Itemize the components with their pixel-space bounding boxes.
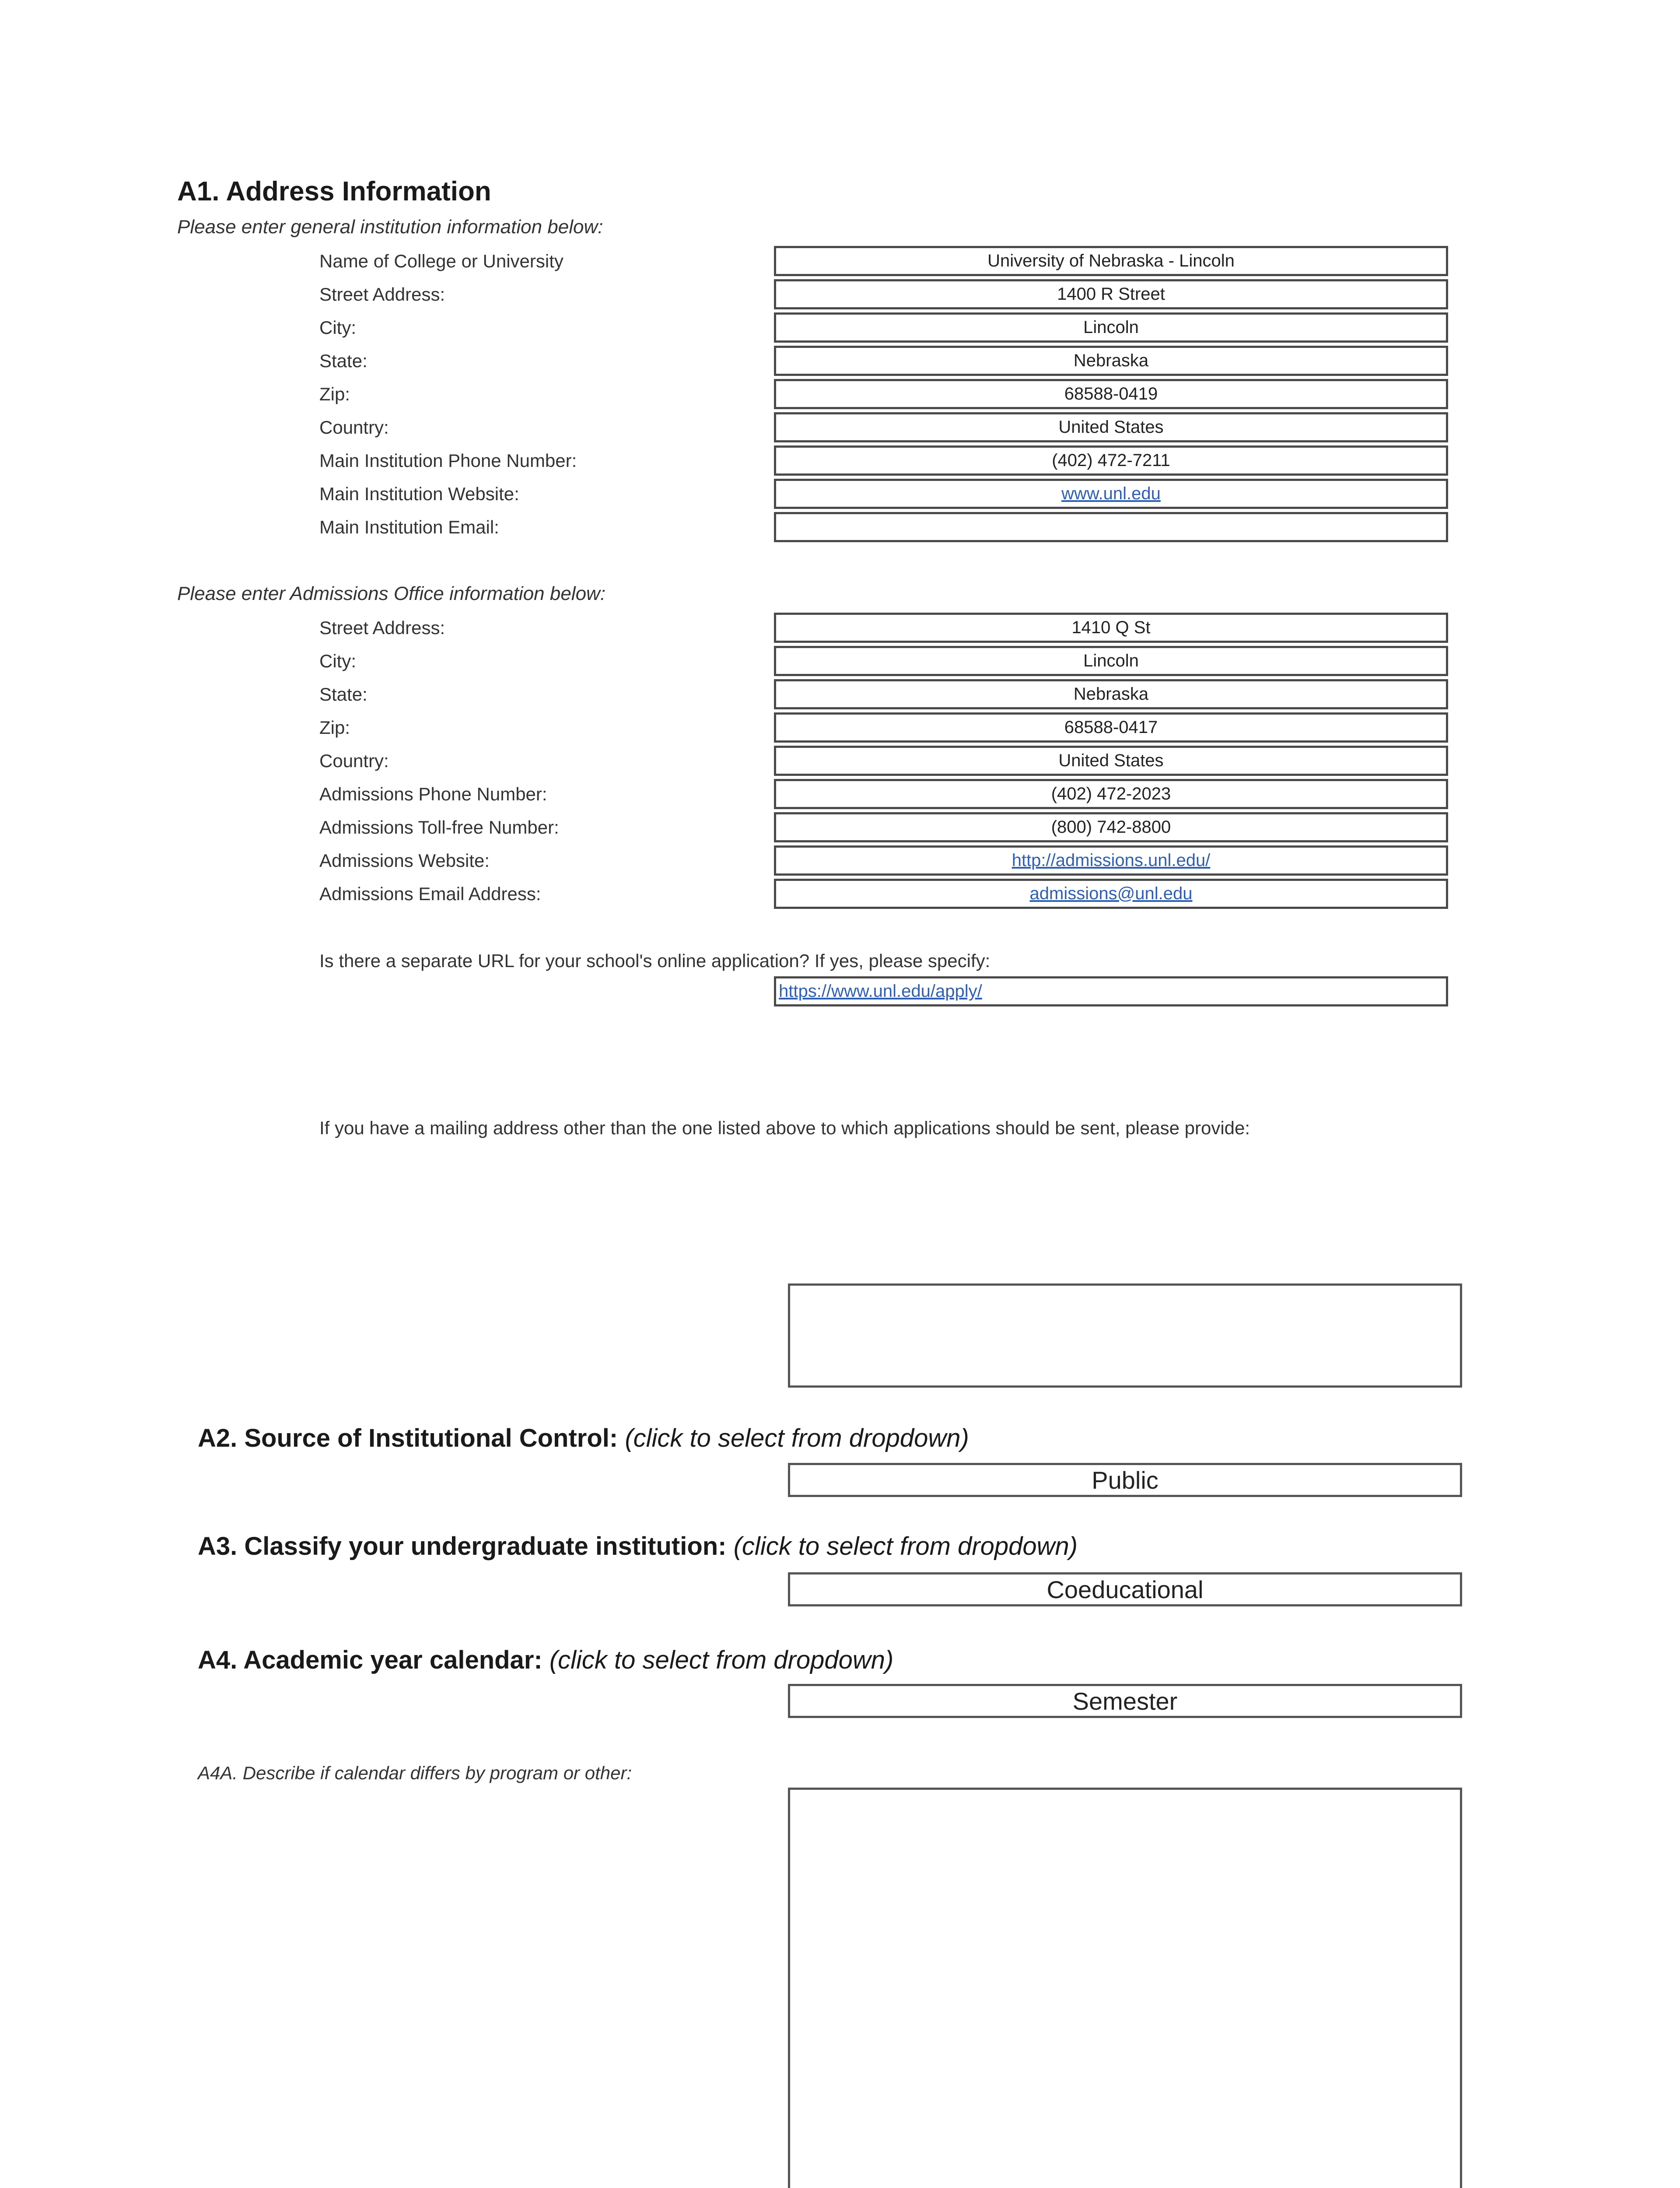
adm-street-field[interactable]: 1410 Q St bbox=[774, 613, 1448, 643]
mailing-address-question: If you have a mailing address other than the one listed above to which applications should be sent, please provide: bbox=[319, 1118, 1250, 1138]
online-app-url-link[interactable]: https://www.unl.edu/apply/ bbox=[774, 976, 1448, 1006]
row-label: Street Address: bbox=[319, 617, 445, 638]
row-label: Admissions Website: bbox=[319, 850, 490, 871]
row-label: City: bbox=[319, 651, 356, 671]
calendar-description-field[interactable] bbox=[788, 1788, 1462, 2188]
row-label: Zip: bbox=[319, 384, 350, 404]
admissions-info-intro: Please enter Admissions Office information below: bbox=[177, 583, 606, 604]
a3-hint: (click to select from dropdown) bbox=[733, 1532, 1078, 1560]
row-label: City: bbox=[319, 317, 356, 338]
row-label: State: bbox=[319, 351, 368, 371]
row-label: Country: bbox=[319, 750, 389, 771]
a2-hint: (click to select from dropdown) bbox=[625, 1424, 969, 1452]
city-field[interactable]: Lincoln bbox=[774, 312, 1448, 343]
adm-tollfree-field[interactable]: (800) 742-8800 bbox=[774, 812, 1448, 842]
country-field[interactable]: United States bbox=[774, 412, 1448, 442]
row-label: State: bbox=[319, 684, 368, 705]
row-label: Admissions Phone Number: bbox=[319, 784, 547, 804]
section-a2-heading bbox=[198, 1424, 969, 1453]
a4-hint: (click to select from dropdown) bbox=[549, 1646, 894, 1674]
a3-label: A3. Classify your undergraduate institution: bbox=[198, 1532, 727, 1560]
row-label: Country: bbox=[319, 417, 389, 438]
state-field[interactable]: Nebraska bbox=[774, 346, 1448, 376]
section-a3-heading bbox=[198, 1532, 1078, 1561]
main-email-field[interactable] bbox=[774, 512, 1448, 542]
row-label: Street Address: bbox=[319, 284, 445, 305]
section-a4-heading bbox=[198, 1645, 893, 1675]
mailing-address-field[interactable] bbox=[788, 1283, 1462, 1388]
section-a1-heading: A1. Address Information bbox=[177, 176, 491, 207]
academic-calendar-dropdown[interactable]: Semester bbox=[788, 1684, 1462, 1718]
institutional-control-dropdown[interactable]: Public bbox=[788, 1463, 1462, 1497]
row-label: Admissions Toll-free Number: bbox=[319, 817, 559, 838]
row-label: Zip: bbox=[319, 717, 350, 738]
adm-email-link[interactable]: admissions@unl.edu bbox=[774, 879, 1448, 909]
a2-label: A2. Source of Institutional Control: bbox=[198, 1424, 618, 1452]
main-website-link[interactable]: www.unl.edu bbox=[774, 479, 1448, 509]
row-label: Main Institution Email: bbox=[319, 517, 499, 537]
street-address-field[interactable]: 1400 R Street bbox=[774, 279, 1448, 309]
a4-label: A4. Academic year calendar: bbox=[198, 1646, 542, 1674]
zip-field[interactable]: 68588-0419 bbox=[774, 379, 1448, 409]
adm-state-field[interactable]: Nebraska bbox=[774, 679, 1448, 709]
institution-classification-dropdown[interactable]: Coeducational bbox=[788, 1572, 1462, 1606]
online-app-question: Is there a separate URL for your school's online application? If yes, please specify: bbox=[319, 950, 990, 971]
main-phone-field[interactable]: (402) 472-7211 bbox=[774, 445, 1448, 476]
general-info-intro: Please enter general institution information below: bbox=[177, 216, 603, 238]
a4a-label: A4A. Describe if calendar differs by program or other: bbox=[198, 1763, 632, 1783]
adm-city-field[interactable]: Lincoln bbox=[774, 646, 1448, 676]
college-name-field[interactable]: University of Nebraska - Lincoln bbox=[774, 246, 1448, 276]
row-label: Name of College or University bbox=[319, 251, 564, 271]
row-label: Main Institution Website: bbox=[319, 484, 519, 504]
row-label: Main Institution Phone Number: bbox=[319, 450, 577, 471]
adm-country-field[interactable]: United States bbox=[774, 746, 1448, 776]
adm-phone-field[interactable]: (402) 472-2023 bbox=[774, 779, 1448, 809]
adm-website-link[interactable]: http://admissions.unl.edu/ bbox=[774, 845, 1448, 876]
row-label: Admissions Email Address: bbox=[319, 884, 541, 904]
adm-zip-field[interactable]: 68588-0417 bbox=[774, 712, 1448, 743]
